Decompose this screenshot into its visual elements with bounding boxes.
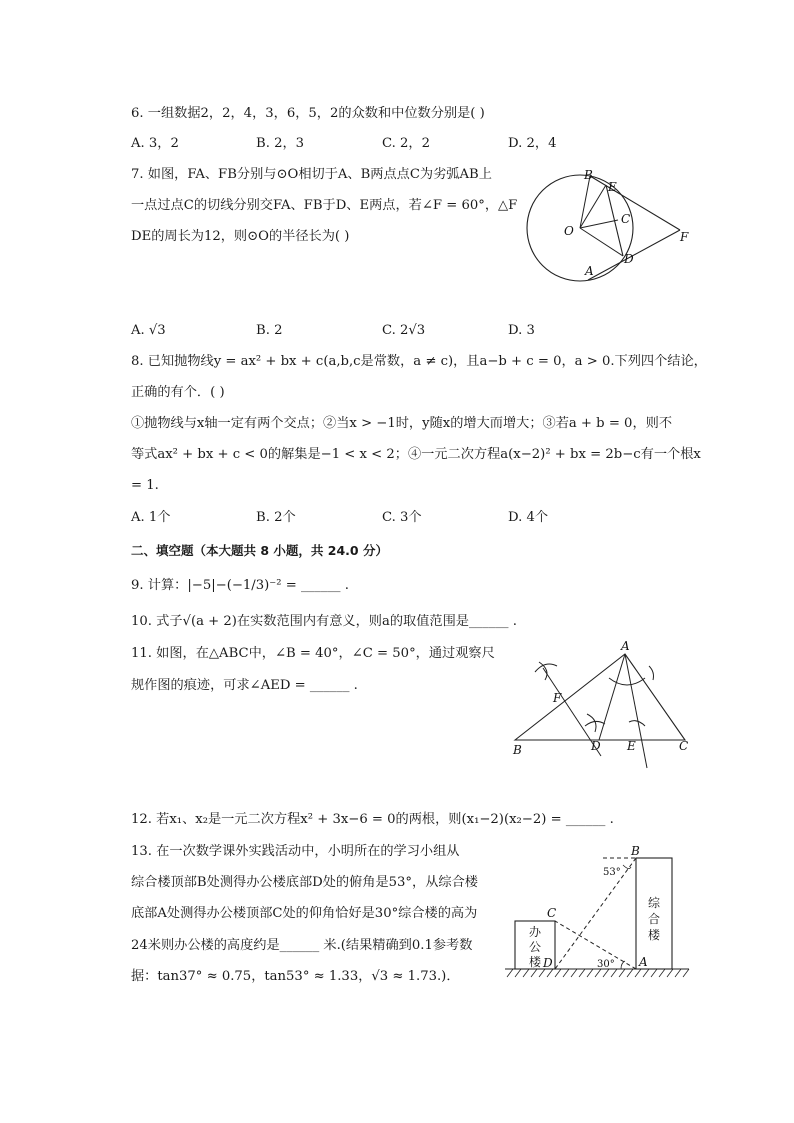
section-heading-fill-in: 二、填空题（本大题共 8 小题，共 24.0 分） — [131, 543, 388, 558]
label-c: C — [621, 212, 631, 226]
q11-triangle-figure — [505, 640, 705, 775]
label-a: A — [585, 264, 594, 278]
q13-line4: 24米则办公楼的高度约是______ 米.(结果精确到0.1参考数 — [131, 938, 473, 953]
q8-line4: 等式ax² + bx + c < 0的解集是−1 < x < 2；④一元二次方程a(x−2)² + bx = 2b−c有一个根x — [131, 447, 701, 462]
q11-line2: 规作图的痕迹，可求∠AED = ______ . — [131, 678, 358, 693]
tangent-fb — [590, 176, 680, 230]
label-b: B — [631, 844, 640, 858]
q7-line3: DE的周长为12，则⊙O的半径长为( ) — [131, 229, 350, 244]
label-o: O — [564, 224, 574, 238]
q7-option-a: A. √3 — [131, 323, 166, 338]
composite-label-1: 综 — [648, 896, 661, 910]
composite-label-2: 合 — [648, 912, 661, 926]
q12: 12. 若x₁、x₂是一元二次方程x² + 3x−6 = 0的两根，则(x₁−2)(x₂−2) = ______ . — [131, 812, 614, 827]
office-label-2: 公 — [529, 940, 542, 954]
composite-label-3: 楼 — [648, 928, 661, 942]
q13-line3: 底部A处测得办公楼顶部C处的仰角恰好是30°综合楼的高为 — [131, 906, 478, 921]
arc-6 — [629, 721, 645, 726]
q8-option-a: A. 1个 — [131, 510, 171, 525]
label-c: C — [679, 739, 689, 753]
q8-line1: 8. 已知抛物线y = ax² + bx + c(a,b,c是常数，a ≠ c)，且a−b + c = 0，a > 0.下列四个结论， — [131, 354, 707, 369]
q13-line2: 综合楼顶部B处测得办公楼底部D处的俯角是53°，从综合楼 — [131, 875, 478, 890]
label-e: E — [608, 180, 617, 194]
arc-7 — [649, 666, 654, 680]
label-d: D — [591, 739, 601, 753]
seg-ad — [599, 654, 625, 740]
label-f: F — [553, 691, 562, 705]
q7-option-c: C. 2√3 — [382, 323, 426, 338]
q13-line1: 13. 在一次数学课外实践活动中，小明所在的学习小组从 — [131, 844, 460, 859]
arc-1 — [535, 664, 557, 672]
q6-option-a: A. 3，2 — [131, 136, 179, 151]
label-a: A — [621, 639, 630, 653]
q7-line2: 一点过点C的切线分别交FA、FB于D、E两点，若∠F = 60°，△F — [131, 198, 518, 213]
q8-option-d: D. 4个 — [508, 510, 549, 525]
arc-5 — [609, 678, 645, 685]
label-a: A — [639, 955, 648, 969]
q7-option-b: B. 2 — [256, 323, 283, 338]
q9: 9. 计算：|−5|−(−1/3)⁻² = ______ . — [131, 578, 349, 593]
office-label-3: 楼 — [529, 955, 542, 969]
q10: 10. 式子√(a + 2)在实数范围内有意义，则a的取值范围是______ . — [131, 614, 517, 629]
q7-line1: 7. 如图，FA、FB分别与⊙O相切于A、B两点点C为劣弧AB上 — [131, 167, 492, 182]
q7-circle-tangent-figure — [520, 165, 700, 285]
angle-30-label: 30° — [597, 959, 615, 970]
label-c: C — [547, 906, 557, 920]
q7-option-d: D. 3 — [508, 323, 535, 338]
q8-line3: ①抛物线与x轴一定有两个交点；②当x > −1时，y随x的增大而增大；③若a + b = 0，则不 — [131, 416, 673, 431]
q13-line5: 据：tan37° ≈ 0.75，tan53° ≈ 1.33，√3 ≈ 1.73.)． — [131, 969, 460, 984]
q6-option-b: B. 2，3 — [256, 136, 305, 151]
q6-stem: 6. 一组数据2，2，4，3，6，5，2的众数和中位数分别是( ) — [131, 106, 485, 121]
angle-53-label: 53° — [603, 867, 621, 878]
q8-option-c: C. 3个 — [382, 510, 422, 525]
label-f: F — [680, 230, 689, 244]
ground-hatching — [507, 969, 689, 977]
label-b: B — [513, 743, 522, 757]
q6-option-d: D. 2，4 — [508, 136, 557, 151]
q11-line1: 11. 如图，在△ABC中，∠B = 40°，∠C = 50°，通过观察尺 — [131, 646, 495, 661]
q8-line5: = 1. — [131, 478, 159, 493]
q8-line2: 正确的有个．( ) — [131, 385, 225, 400]
seg-od — [580, 228, 623, 256]
office-label-1: 办 — [529, 925, 542, 939]
seg-oc — [580, 220, 618, 228]
label-d: D — [543, 956, 553, 970]
arc-3 — [587, 714, 596, 732]
q8-option-b: B. 2个 — [256, 510, 296, 525]
q6-option-c: C. 2，2 — [382, 136, 430, 151]
tangent-fa — [588, 230, 680, 280]
label-e: E — [627, 739, 636, 753]
q13-buildings-figure — [503, 845, 693, 980]
sightline-bd — [555, 858, 636, 969]
label-d: D — [624, 252, 634, 266]
label-b: B — [584, 168, 593, 182]
angle-arc-30 — [621, 961, 625, 969]
